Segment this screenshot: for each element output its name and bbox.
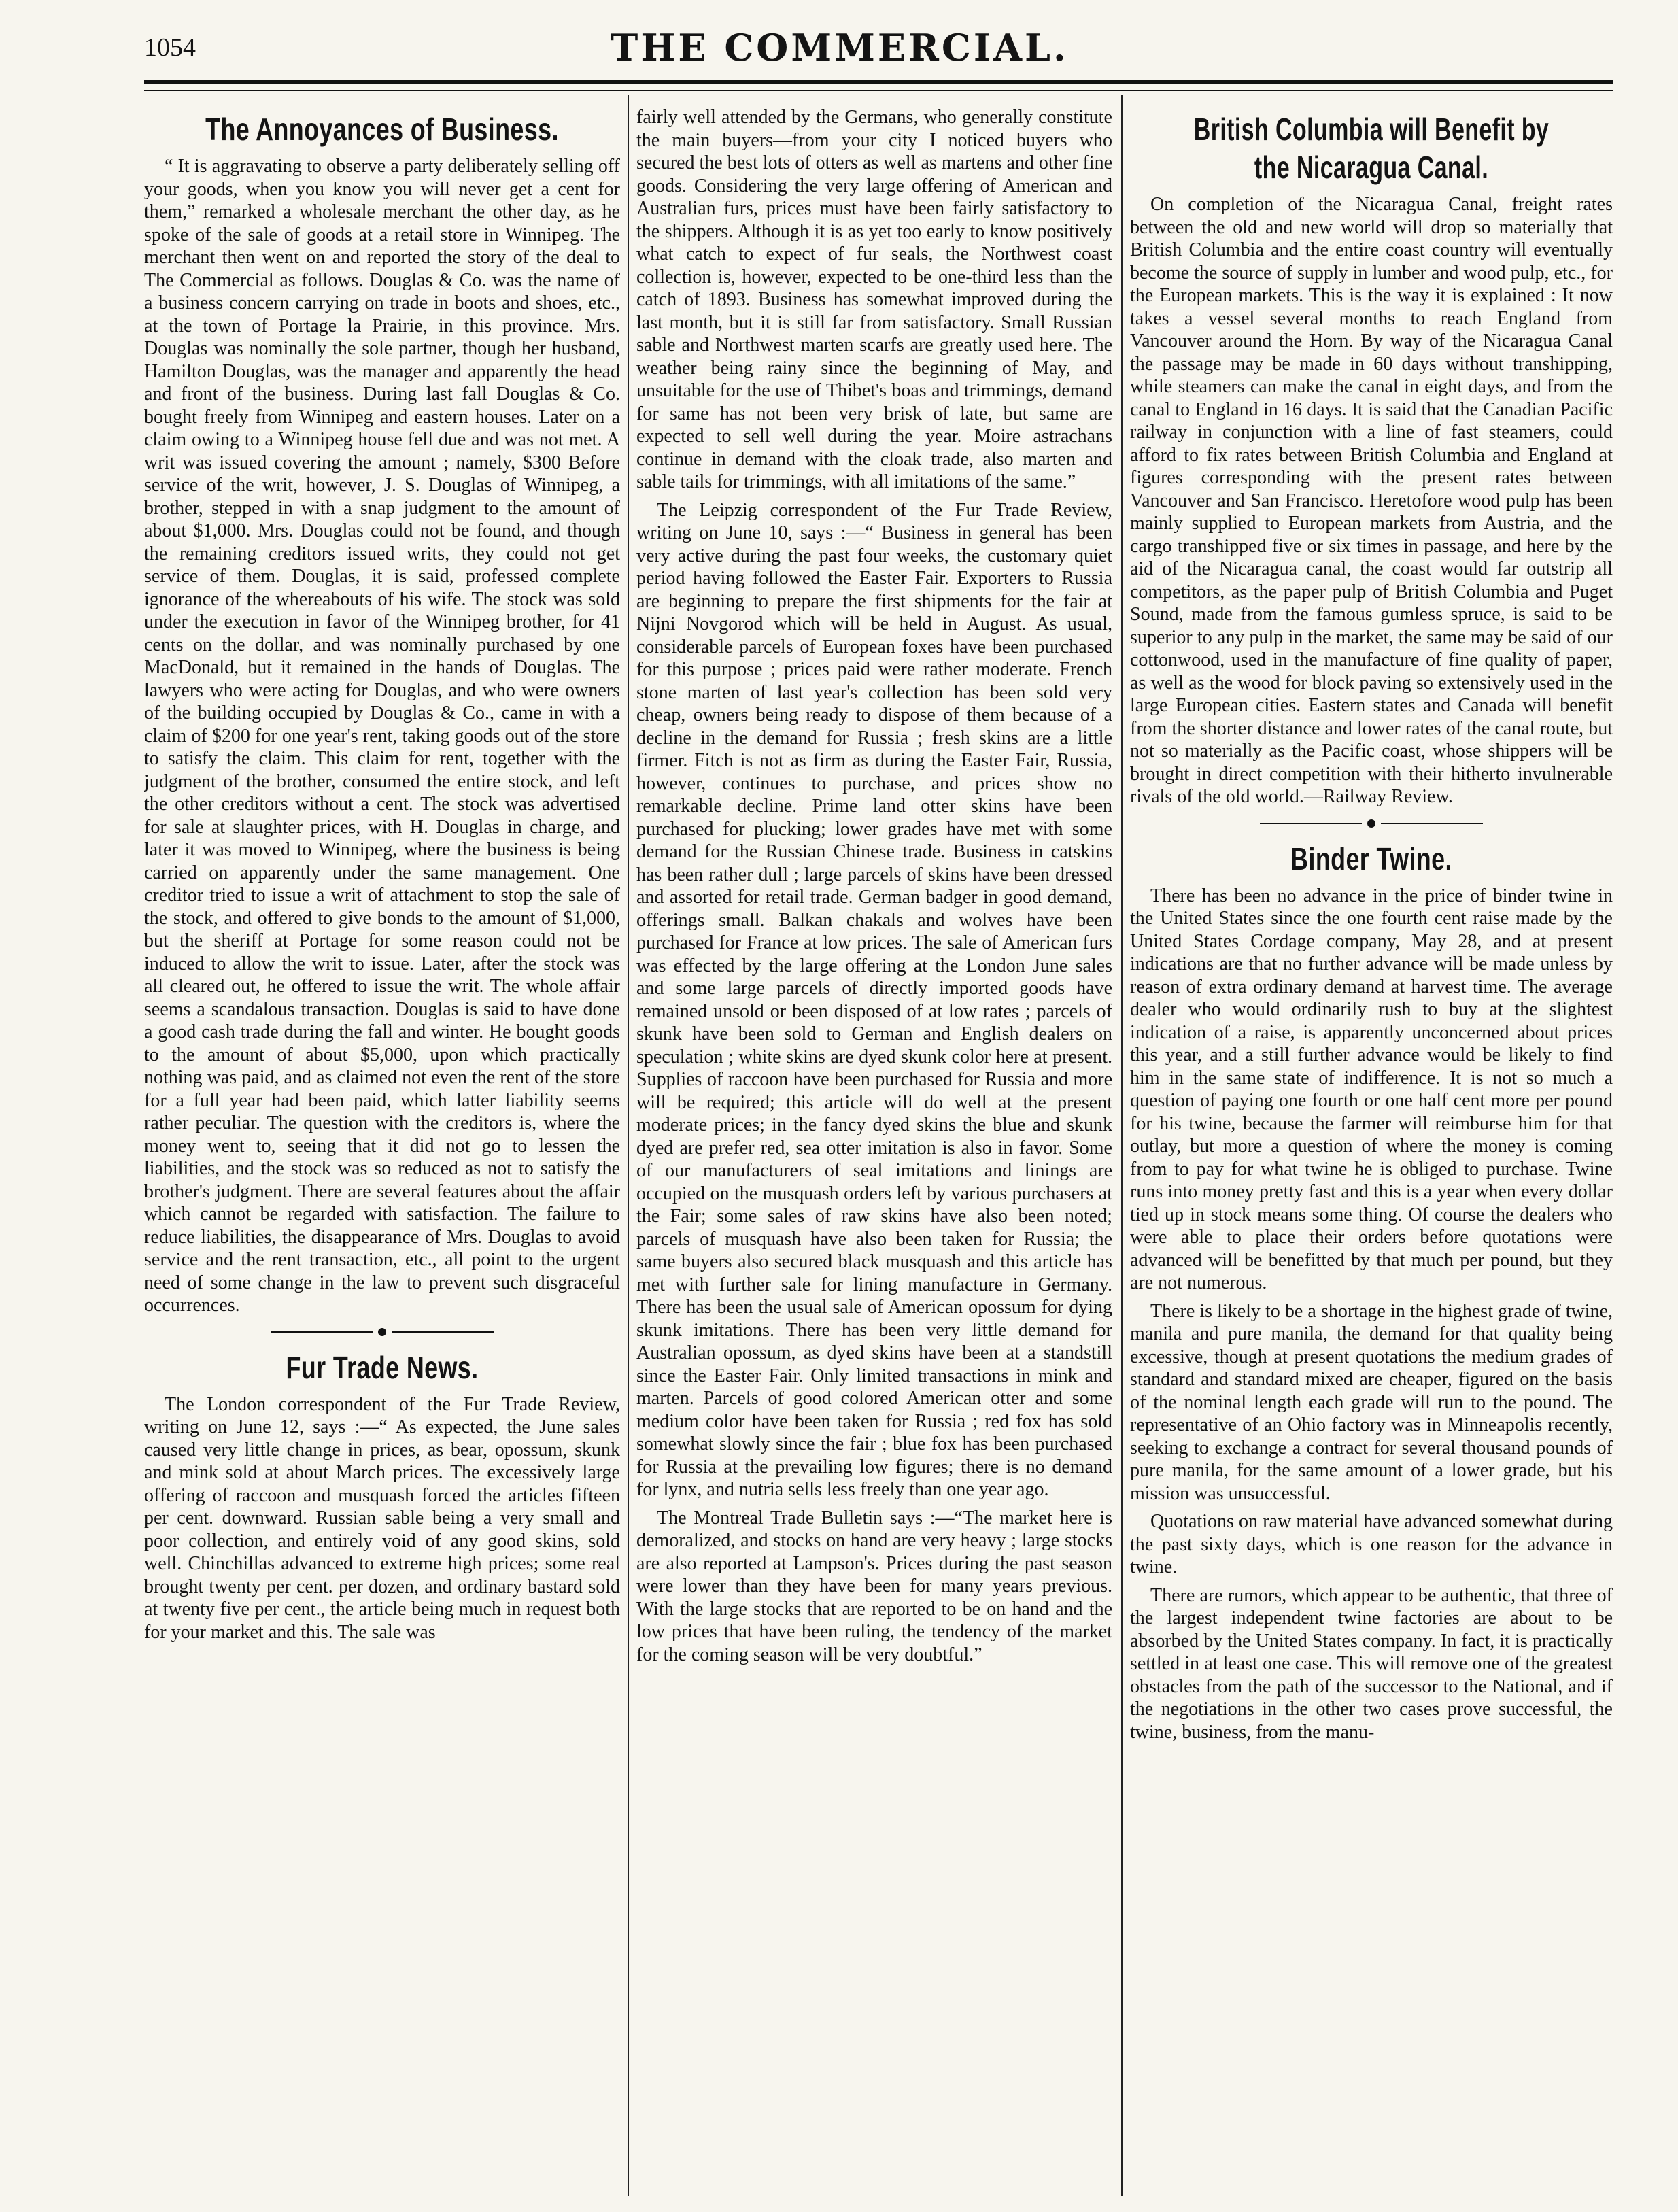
article-title: The Annoyances of Business. (205, 112, 559, 147)
masthead: THE COMMERCIAL. (611, 26, 1069, 69)
column-divider (628, 95, 629, 2196)
column-1 (144, 106, 620, 2194)
article-paragraph: Quotations on raw material have advanced somewhat during the past sixty days, which is one reason for the advance in twine. (1130, 1511, 1613, 1578)
article-paragraph: The Montreal Trade Bulletin says :—“The market here is demoralized, and stocks on hand are very heavy ; large stocks are also reported at Lampson's. Prices during the past season were lower than they have been for many years previous. With the large stocks that are reported to be on hand and the low prices that have been ruling, the tendency of the market for the coming season will be very doubtful.” (636, 1507, 1112, 1665)
article-title: Fur Trade News. (286, 1349, 479, 1385)
article-paragraph: There is likely to be a shortage in the highest grade of twine, manila and pure manila, the demand for that quality being excessive, though at present quotations the medium grades of standard and standard mixed are cheaper, figured on the basis of the nominal length each grade will run to the pound. The representative of an Ohio factory was in Minneapolis recently, seeking to exchange a contract for several thousand pounds of pure manila, for the same amount of a lower grade, but his mission was unsuccessful. (1130, 1300, 1613, 1504)
header-rule-thin (144, 90, 1613, 91)
article-separator (1130, 819, 1613, 828)
article-separator (144, 1328, 620, 1336)
article-paragraph: On completion of the Nicaragua Canal, freight rates between the old and new world will drop so materially that British Columbia and the entire coast country will eventually become the source of supply in lumber and wood pulp, etc., for the European markets. This is the way it is explained : It now takes a vessel several months to reach England from Vancouver around the Horn. By way of the Nicaragua Canal the passage may be made in 60 days without transhipping, while steamers can make the canal in eight days, and from the canal to England in 16 days. It is said that the Canadian Pacific railway in conjunction with a line of fast steamers, could afford to fix rates between British Columbia and England at figures corresponding with the present rates between Vancouver and San Francisco. Heretofore wood pulp has been mainly supplied to European markets from Austria, and the cargo transhipped five or six times in passage, and here by the aid of the Nicaragua canal, the coast would far outstrip all competitors, as the paper pulp of British Columbia and Puget Sound, made from the famous gumless spruce, is said to be superior to any pulp in the market, the same may be said of our cottonwood, used in the manufacture of fine quality of paper, as well as the wood for block paving so extensively used in the large European cities. Eastern states and Canada will benefit from the shorter distance and lower rates of the canal route, but not so materially as the Pacific coast, whose shippers will be brought in direct competition with their hitherto invulnerable rivals of the old world.—Railway Review. (1130, 194, 1613, 807)
column-2 (636, 106, 1112, 2194)
article-paragraph: fairly well attended by the Germans, who generally constitute the main buyers—from your city I noticed buyers who secured the best lots of otters as well as martens and other fine goods. Considering the very large offering of American and Australian furs, prices must have been fairly satisfactory to the shippers. Although it is as yet too early to know positively what catch to expect of fur seals, the Northwest coast collection is, however, expected to be one-third less than the catch of 1893. Business has somewhat improved during the last month, but it is still far from satisfactory. Small Russian sable and Northwest marten scarfs are greatly used here. The weather being rainy since the beginning of May, and unsuitable for the use of Thibet's boas and trimmings, demand for same has not been very brisk of late, but same are expected to sell well during the year. Moire astrachans continue in demand with the cloak trade, also marten and sable tails for trimmings, with all imitations of the same.” (636, 107, 1112, 492)
column-3 (1130, 106, 1613, 2194)
article-title: British Columbia will Benefit by the Nicaragua Canal. (1193, 112, 1549, 185)
column-divider (1121, 95, 1123, 2196)
article-paragraph: The London correspondent of the Fur Trade Review, writing on June 12, says :—“ As expected, the June sales caused very little change in prices, as bear, opossum, skunk and mink sold at about March prices. The excessively large offering of raccoon and musquash forced the articles fifteen per cent. downward. Russian sable being a very small and poor collection, and entirely void of any good skins, sold well. Chinchillas advanced to extreme high prices; some real brought twenty per cent. per dozen, and ordinary bastard sold at twenty five per cent., the article being much in request both for your market and this. The sale was (144, 1393, 620, 1643)
article-paragraph: The Leipzig correspondent of the Fur Trade Review, writing on June 10, says :—“ Business in general has been very active during the past four weeks, the customary quiet period having followed the Easter Fair. Exporters to Russia are beginning to prepare the first shipments for the fair at Nijni Novgorod which will be held in August. As usual, considerable parcels of European foxes have been purchased for this purpose ; prices paid were rather moderate. French stone marten of last year's collection has been sold very cheap, owners being ready to dispose of them because of a decline in the demand for Russia ; fresh skins are a little firmer. Fitch is not as firm as during the Easter Fair, Russia, however, continues to purchase, and prices show no remarkable decline. Prime land otter skins have been purchased for plucking; lower grades have met with some demand for the Russian Chinese trade. Business in catskins has been rather dull ; large parcels of skins have been dressed and assorted for retail trade. German badger in good demand, offerings small. Balkan chakals and wolves have been purchased for France at low prices. The sale of American furs was effected by the large offering at the London June sales and some large parcels of directly imported goods have remained unsold or been disposed of at low rates ; parcels of skunk have been sold to German and English dealers on speculation ; white skins are dyed skunk color here at present. Supplies of raccoon have been purchased for Russia and more will be required; this article will do well at the present moderate prices; in the fancy dyed skins the blue and skunk dyed are prefer red, sea otter imitation is also in favor. Some of our manufacturers of seal imitations and linings are occupied on the musquash orders left by various purchasers at the Fair; some sales of raw skins have also been noted; parcels of musquash have also been taken for Russia; the same buyers also secured black musquash and this article has met with further sale for lining manufacture in Germany. There has been the usual sale of American opossum for dying skunk imitations. There has been very little demand for Australian opossum, as dyed skins have been at a standstill since the Easter Fair. Only limited transactions in mink and marten. Parcels of good colored American otter and some medium color have been taken for Russia ; red fox has sold somewhat slowly since the fair ; blue fox has been purchased for Russia at the prevailing low figures; there is no demand for lynx, and nutria sells less freely than one year ago. (636, 499, 1112, 1500)
article-paragraph: “ It is aggravating to observe a party deliberately selling off your goods, when you know you will never get a cent for them,” remarked a wholesale merchant the other day, as he spoke of the sale of goods at a retail store in Winnipeg. The merchant then went on and reported the story of the deal to The Commercial as follows. Douglas & Co. was the name of a business concern carrying on trade in boots and shoes, etc., at the town of Portage la Prairie, in this province. Mrs. Douglas was nominally the sole partner, though her husband, Hamilton Douglas, was the manager and apparently the head and front of the business. During last fall Douglas & Co. bought freely from Winnipeg and eastern houses. Later on a claim owing to a Winnipeg house fell due and was not met. A writ was issued covering the amount ; namely, $300 Before service of the writ, however, J. S. Douglas of Winnipeg, a brother, stepped in with a snap judgment to the amount of about $1,000. Mrs. Douglas could not be found, and though the remaining creditors issued writs, they could not get service of them. Douglas, it is said, professed complete ignorance of the whereabouts of his wife. The stock was sold under the execution in favor of the Winnipeg brother, for 41 cents on the dollar, and was nominally purchased by one MacDonald, but it remained in the hands of Douglas. The lawyers who were acting for Douglas, and who were owners of the building occupied by Douglas & Co., came in with a claim of $200 for one year's rent, taking goods out of the store to satisfy the claim. This claim for rent, together with the judgment of the brother, consumed the entire stock, and left the other creditors without a cent. The stock was advertised for sale at slaughter prices, with H. Douglas in charge, and later it was moved to Winnipeg, where the business is being carried on apparently under the same management. One creditor tried to issue a writ of attachment to stop the sale of the stock, and offered to give bonds to the amount of $1,000, but the sheriff at Portage for some reason could not be induced to allow the writ to issue. Later, after the stock was all cleared out, he offered to issue the writ. The whole affair seems a scandalous transaction. Douglas is said to have done a good cash trade during the fall and winter. He bought goods to the amount of about $5,000, upon which practically nothing was paid, and as claimed not even the rent of the store for a full year had been paid, which latter liability seems rather peculiar. The question with the creditors is, where the money went to, seeing that it did not go to lessen the liabilities, and the stock was so reduced as not to satisfy the brother's judgment. There are several features about the affair which cannot be regarded with satisfaction. The failure to reduce liabilities, the disappearance of Mrs. Douglas to avoid service and the rent transaction, etc., all point to the urgent need of some change in the law to prevent such disgraceful occurrences. (144, 156, 620, 1316)
article-paragraph: There are rumors, which appear to be authentic, that three of the largest independent twine factories are about to be absorbed by the United States company. In fact, it is practically settled in at least one case. This will remove one of the greatest obstacles from the path of the successor to the National, and if the negotiations in the other two cases prove successful, the twine, business, from the manu- (1130, 1584, 1613, 1743)
article-title: Binder Twine. (1290, 840, 1452, 877)
page-number: 1054 (144, 33, 196, 62)
header-rule (144, 80, 1613, 84)
article-paragraph: There has been no advance in the price of binder twine in the United States since the one fourth cent raise made by the United States Cordage company, May 28, and at present indications are that no further advance will be made unless by reason of extra ordinary demand at harvest time. The average dealer who would ordinarily rush to buy at the slightest indication of a raise, is apparently unconcerned about prices this year, and a still further advance would be likely to find him in the same state of indifference. It is not so much a question of paying one fourth or one half cent more per pound for his twine, because the farmer will reimburse him for that outlay, but more a question of where the money is coming from to pay for what twine he is obliged to purchase. Twine runs into money pretty fast and this is a year when every dollar tied up in stock means some thing. Of course the dealers who were able to place their orders before quotations were advanced will be benefitted by that much per pound, but they are not numerous. (1130, 885, 1613, 1293)
